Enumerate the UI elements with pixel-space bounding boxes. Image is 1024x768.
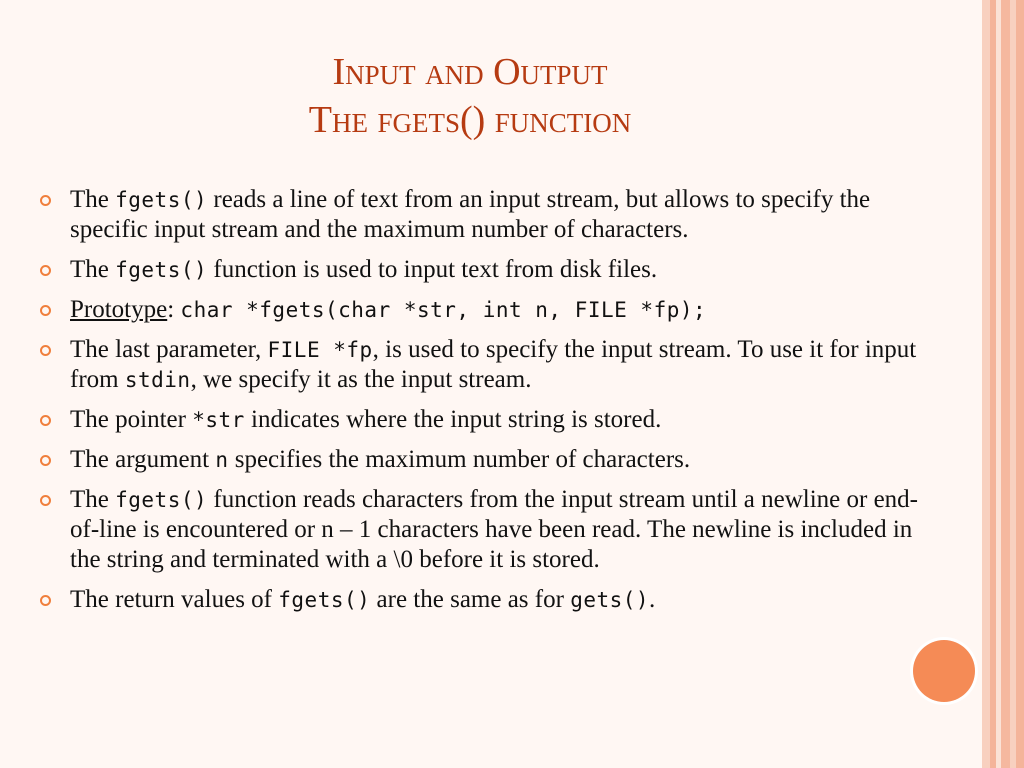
code-text: n <box>215 448 229 472</box>
prototype-label: Prototype <box>70 296 168 323</box>
code-text: fgets() <box>278 588 371 612</box>
stripe <box>1016 0 1024 768</box>
stripe <box>982 0 990 768</box>
code-text: stdin <box>124 368 191 392</box>
bullet-list <box>40 185 940 625</box>
bullet-icon <box>40 455 51 466</box>
list-item: Prototype: char *fgets(char *str, int n, FILE *fp); <box>40 295 940 325</box>
bullet-icon <box>40 495 51 506</box>
stripe <box>1001 0 1010 768</box>
title-line-2: The fgets() function <box>308 99 632 141</box>
bullet-icon <box>40 345 51 356</box>
code-text: *str <box>192 408 245 432</box>
bullet-icon <box>40 415 51 426</box>
code-text: fgets() <box>115 258 208 282</box>
list-item: The argument n specifies the maximum number of characters. <box>40 445 940 475</box>
code-text: gets() <box>570 588 650 612</box>
list-item: The return values of fgets() are the same as for gets(). <box>40 585 940 615</box>
bullet-icon <box>40 265 51 276</box>
list-item: The last parameter, FILE *fp, is used to specify the input stream. To use it for input from stdin, we specify it as the input stream. <box>40 335 940 395</box>
list-item: The fgets() function is used to input text from disk files. <box>40 255 940 285</box>
code-text: FILE *fp <box>267 338 373 362</box>
decorative-circle-icon <box>913 640 975 702</box>
list-item: The fgets() function reads characters from the input stream until a newline or end-of-line is encountered or n – 1 characters have been read. The newline is included in the string and terminated with a \0 before it is stored. <box>40 485 940 575</box>
code-text: char *fgets(char *str, int n, FILE *fp); <box>180 298 707 322</box>
code-text: fgets() <box>115 488 208 512</box>
decorative-stripes <box>982 0 1024 768</box>
bullet-icon <box>40 305 51 316</box>
list-item: The pointer *str indicates where the input string is stored. <box>40 405 940 435</box>
list-item: The fgets() reads a line of text from an input stream, but allows to specify the specific input stream and the maximum number of characters. <box>40 185 940 245</box>
code-text: fgets() <box>115 188 208 212</box>
title-line-1: Input and Output <box>332 51 608 93</box>
bullet-icon <box>40 195 51 206</box>
bullet-icon <box>40 595 51 606</box>
page-title <box>160 48 780 144</box>
